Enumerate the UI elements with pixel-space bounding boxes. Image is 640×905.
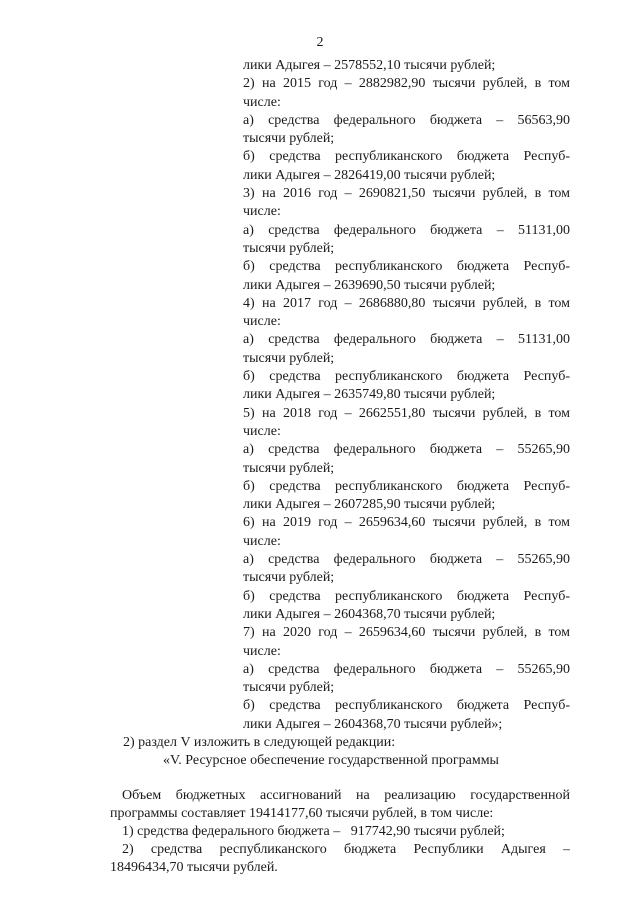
- column-line: числе:: [243, 314, 281, 330]
- column-line: 3) на 2016 год – 2690821,50 тысячи рублей, в том: [243, 186, 570, 202]
- column-line: 5) на 2018 год – 2662551,80 тысячи рублей, в том: [243, 405, 570, 421]
- column-line: а) средства федерального бюджета – 55265,90: [243, 661, 570, 677]
- column-line: тысячи рублей;: [243, 680, 335, 696]
- column-line: числе:: [243, 533, 281, 549]
- column-line: числе:: [243, 204, 281, 220]
- page-number: 2: [316, 35, 324, 50]
- column-line: а) средства федерального бюджета – 56563,90: [243, 112, 570, 128]
- column-line: б) средства республиканского бюджета Респуб-: [243, 259, 570, 275]
- column-line: 2) на 2015 год – 2882982,90 тысячи рублей, в том: [243, 76, 570, 92]
- column-line: а) средства федерального бюджета – 55265,90: [243, 442, 570, 458]
- body-item2-line2: 18496434,70 тысячи рублей.: [110, 860, 278, 875]
- column-line: б) средства республиканского бюджета Респуб-: [243, 698, 570, 714]
- column-line: числе:: [243, 423, 281, 439]
- column-line: б) средства республиканского бюджета Респуб-: [243, 369, 570, 385]
- body-para1-line1: Объем бюджетных ассигнований на реализацию государственной: [122, 788, 570, 803]
- column-line: тысячи рублей;: [243, 570, 335, 586]
- column-line: лики Адыгея – 2578552,10 тысячи рублей;: [243, 58, 496, 73]
- column-line: лики Адыгея – 2604368,70 тысячи рублей»;: [243, 716, 503, 732]
- column-line: б) средства республиканского бюджета Респуб-: [243, 588, 570, 604]
- column-line: тысячи рублей;: [243, 131, 335, 147]
- column-line: лики Адыгея – 2604368,70 тысячи рублей;: [243, 606, 496, 622]
- column-line: 7) на 2020 год – 2659634,60 тысячи рублей, в том: [243, 625, 570, 641]
- column-line: лики Адыгея – 2826419,00 тысячи рублей;: [243, 167, 496, 183]
- amendment-column: [243, 57, 570, 734]
- column-line: лики Адыгея – 2607285,90 тысячи рублей;: [243, 497, 496, 513]
- column-line: б) средства республиканского бюджета Респуб-: [243, 478, 570, 494]
- column-line: лики Адыгея – 2639690,50 тысячи рублей;: [243, 277, 496, 293]
- body-item1: 1) средства федерального бюджета – 917742,90 тысячи рублей;: [122, 824, 505, 839]
- column-line: числе:: [243, 643, 281, 659]
- column-line: тысячи рублей;: [243, 460, 335, 476]
- section-title: «V. Ресурсное обеспечение государственной программы: [163, 753, 499, 768]
- body-item2-line1: 2) средства республиканского бюджета Республики Адыгея –: [122, 842, 570, 857]
- column-line: тысячи рублей;: [243, 350, 335, 366]
- column-line: б) средства республиканского бюджета Респуб-: [243, 149, 570, 165]
- column-line: а) средства федерального бюджета – 51131,00: [243, 332, 570, 348]
- column-line: 6) на 2019 год – 2659634,60 тысячи рублей, в том: [243, 515, 570, 531]
- column-line: тысячи рублей;: [243, 240, 335, 256]
- column-line: а) средства федерального бюджета – 51131,00: [243, 222, 570, 238]
- column-line: числе:: [243, 94, 281, 110]
- column-line: 4) на 2017 год – 2686880,80 тысячи рублей, в том: [243, 295, 570, 311]
- column-line: лики Адыгея – 2635749,80 тысячи рублей;: [243, 387, 496, 403]
- section-intro: 2) раздел V изложить в следующей редакции:: [123, 735, 396, 750]
- column-line: а) средства федерального бюджета – 55265,90: [243, 552, 570, 568]
- body-para1-line2: программы составляет 19414177,60 тысячи рублей, в том числе:: [110, 806, 494, 821]
